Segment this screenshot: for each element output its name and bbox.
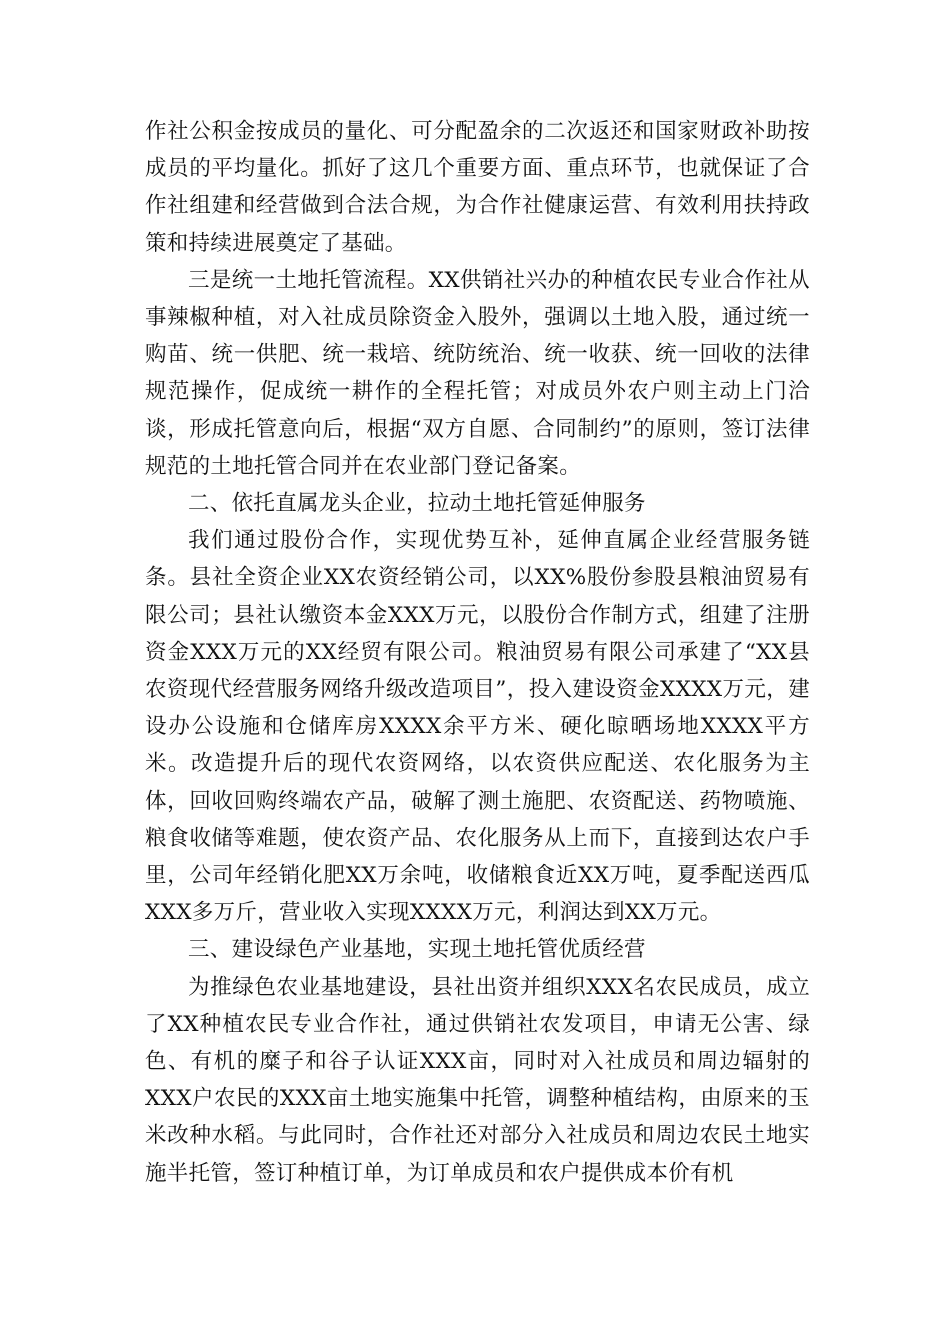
- section-heading-two: 二、依托直属龙头企业，拉动土地托管延伸服务: [188, 491, 646, 517]
- paragraph-share-cooperation: 我们通过股份合作，实现优势互补，延伸直属企业经营服务链条。县社全资企业XX农资经销公司，以XX%股份参股县粮油贸易有限公司；县社认缴资本金XXX万元，以股份合作制方式，组建了注册资金XXX万元的XX经贸有限公司。粮油贸易有限公司承建了“XX县农资现代经营服务网络升级改造项目”，投入建设资金XXXX万元，建设办公设施和仓储库房XXXX余平方米、硬化晾晒场地XXXX平方米。改造提升后的现代农资网络，以农资供应配送、农化服务为主体，回收回购终端农产品，破解了测土施肥、农资配送、药物喷施、粮食收储等难题，使农资产品、农化服务从上而下，直接到达农户手里，公司年经销化肥XX万余吨，收储粮食近XX万吨，夏季配送西瓜XXX多万斤，营业收入实现XXXX万元，利润达到XX万元。: [145, 528, 810, 926]
- section-heading-three: 三、建设绿色产业基地，实现土地托管优质经营: [188, 937, 646, 963]
- paragraph-green-base: 为推绿色农业基地建设，县社出资并组织XXX名农民成员，成立了XX种植农民专业合作社，通过供销社农发项目，申请无公害、绿色、有机的糜子和谷子认证XXX亩，同时对入社成员和周边辐射的XXX户农民的XXX亩土地实施集中托管，调整种植结构，由原来的玉米改种水稻。与此同时，合作社还对部分入社成员和周边农民土地实施半托管，签订种植订单，为订单成员和农户提供成本价有机: [145, 974, 810, 1186]
- paragraph-land-trust-process: 三是统一土地托管流程。XX供销社兴办的种植农民专业合作社从事辣椒种植，对入社成员除资金入股外，强调以土地入股，通过统一购苗、统一供肥、统一栽培、统防统治、统一收获、统一回收的法律规范操作，促成统一耕作的全程托管；对成员外农户则主动上门洽谈，形成托管意向后，根据“双方自愿、合同制约”的原则，签订法律规范的土地托管合同并在农业部门登记备案。: [145, 267, 810, 479]
- paragraph-continuation: 作社公积金按成员的量化、可分配盈余的二次返还和国家财政补助按成员的平均量化。抓好了这几个重要方面、重点环节，也就保证了合作社组建和经营做到合法合规，为合作社健康运营、有效利用扶持政策和持续进展奠定了基础。: [145, 119, 810, 256]
- document-page: [145, 113, 810, 1192]
